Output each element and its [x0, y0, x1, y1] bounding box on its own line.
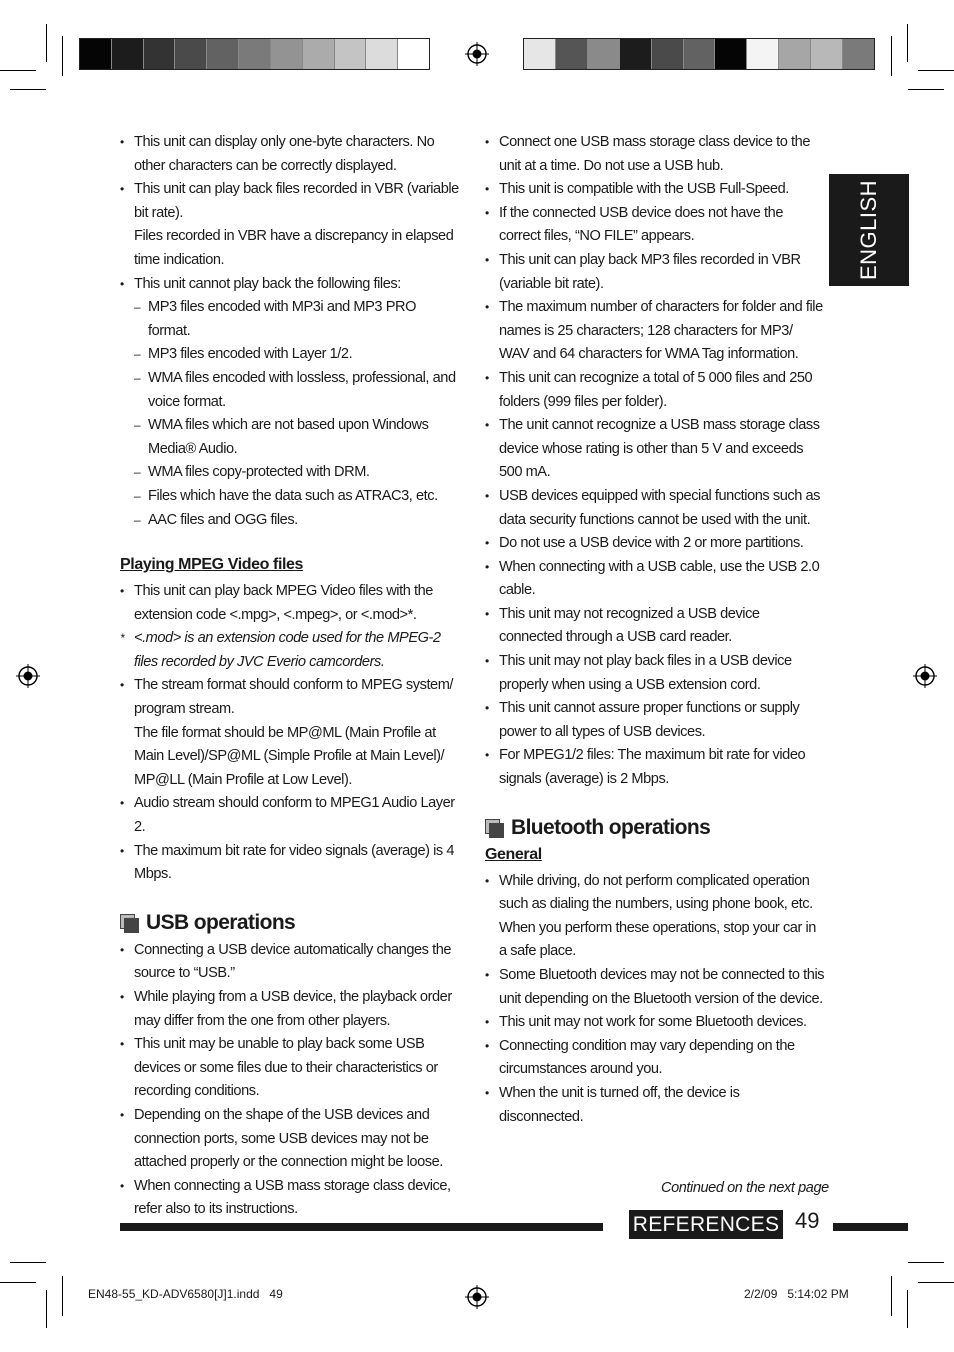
color-swatch	[620, 39, 652, 69]
list-item: • The maximum number of characters for folder and file names is 25 characters; 128 characters for MP3/ WAV and 64 characters for WMA Tag information.	[485, 296, 825, 367]
registration-mark-icon	[16, 664, 40, 688]
list-item: • Connecting a USB device automatically changes the source to “USB.”	[120, 939, 460, 986]
crop-mark	[918, 70, 954, 71]
color-calibration-bar-right	[523, 38, 875, 70]
crop-mark	[46, 24, 47, 62]
crop-mark	[62, 36, 63, 76]
bullet-list	[120, 580, 460, 887]
list-item: • The maximum bit rate for video signals (average) is 4 Mbps.	[120, 840, 460, 887]
list-item: • While driving, do not perform complicated operation such as dialing the numbers, using phone book, etc. When you perform these operations, stop your car in a safe place.	[485, 870, 825, 964]
list-item: • This unit can play back MP3 files recorded in VBR (variable bit rate).	[485, 249, 825, 296]
color-swatch	[811, 39, 843, 69]
list-item: • Connecting condition may vary depending on the circumstances around you.	[485, 1035, 825, 1082]
bullet-list	[485, 131, 825, 792]
list-item: • This unit may be unable to play back some USB devices or some files due to their characteristics or recording conditions.	[120, 1033, 460, 1104]
list-item: • This unit may not recognized a USB device connected through a USB card reader.	[485, 603, 825, 650]
crop-mark	[10, 89, 46, 90]
color-swatch	[303, 39, 335, 69]
list-item: • This unit is compatible with the USB Full-Speed.	[485, 178, 825, 202]
color-swatch	[843, 39, 874, 69]
crop-mark	[907, 1290, 908, 1328]
footer-rule	[120, 1223, 603, 1231]
right-column	[485, 131, 825, 1129]
list-item: • For MPEG1/2 files: The maximum bit rate for video signals (average) is 2 Mbps.	[485, 744, 825, 791]
date-slug: 2/2/09 5:14:02 PM	[744, 1287, 849, 1301]
color-swatch	[366, 39, 398, 69]
list-item: • When the unit is turned off, the device is disconnected.	[485, 1082, 825, 1129]
list-item: • While playing from a USB device, the playback order may differ from the one from other players.	[120, 986, 460, 1033]
crop-mark	[0, 1282, 36, 1283]
section-marker-icon	[120, 914, 138, 932]
list-item: • USB devices equipped with special functions such as data security functions cannot be used with the unit.	[485, 485, 825, 532]
section-subheading: General	[485, 845, 542, 863]
color-calibration-bar-left	[79, 38, 430, 70]
color-swatch	[652, 39, 684, 69]
bullet-list	[120, 131, 460, 532]
registration-mark-icon	[465, 42, 489, 66]
list-item: • This unit can display only one-byte characters. No other characters can be correctly displayed.	[120, 131, 460, 178]
color-swatch	[779, 39, 811, 69]
list-item: The file format should be MP@ML (Main Profile at Main Level)/SP@ML (Simple Profile at Main Level)/ MP@LL (Main Profile at Low Level).	[134, 724, 445, 788]
list-item: • Connect one USB mass storage class device to the unit at a time. Do not use a USB hub.	[485, 131, 825, 178]
left-column	[120, 131, 460, 1222]
color-swatch	[80, 39, 112, 69]
crop-mark	[891, 1276, 892, 1316]
references-label: REFERENCES	[629, 1210, 783, 1239]
list-item: • The unit cannot recognize a USB mass storage class device whose rating is other than 5 V and exceeds 500 mA.	[485, 414, 825, 485]
crop-mark	[62, 1276, 63, 1316]
color-swatch	[715, 39, 747, 69]
sub-list-item: – Files which have the data such as ATRAC3, etc.	[120, 485, 460, 509]
list-item: • When connecting a USB mass storage class device, refer also to its instructions.	[120, 1175, 460, 1222]
color-swatch	[556, 39, 588, 69]
section-marker-icon	[485, 819, 503, 837]
sub-list-item: – WMA files which are not based upon Windows Media® Audio.	[120, 414, 460, 461]
registration-mark-icon	[465, 1285, 489, 1309]
section-heading-text: USB operations	[146, 910, 296, 934]
list-item: • The stream format should conform to MPEG system/ program stream.	[120, 674, 460, 721]
sub-list-item: – WMA files copy-protected with DRM.	[120, 461, 460, 485]
list-item: • Audio stream should conform to MPEG1 Audio Layer 2.	[120, 792, 460, 839]
color-swatch	[524, 39, 556, 69]
list-item: • Depending on the shape of the USB devices and connection ports, some USB devices may not be attached properly or the connection might be loose.	[120, 1104, 460, 1175]
list-item: • This unit cannot play back the following files:	[120, 273, 460, 297]
section-heading-text: Bluetooth operations	[511, 815, 711, 839]
color-swatch	[112, 39, 144, 69]
sub-list-item: – MP3 files encoded with MP3i and MP3 PRO format.	[120, 296, 460, 343]
registration-mark-icon	[913, 664, 937, 688]
bullet-list	[485, 870, 825, 1130]
page-number: 49	[795, 1208, 820, 1233]
list-item: • This unit can play back MPEG Video files with the extension code <.mpg>, <.mpeg>, or <.mod>*.	[120, 580, 460, 627]
list-item: • If the connected USB device does not have the correct files, “NO FILE” appears.	[485, 202, 825, 249]
sub-list-item: – AAC files and OGG files.	[120, 509, 460, 533]
crop-mark	[891, 36, 892, 76]
file-slug: EN48-55_KD-ADV6580[J]1.indd 49	[88, 1287, 283, 1301]
crop-mark	[908, 1262, 944, 1263]
list-item: Files recorded in VBR have a discrepancy in elapsed time indication.	[134, 228, 454, 268]
section-subheading: Playing MPEG Video files	[120, 556, 304, 574]
list-item: • This unit may not work for some Bluetooth devices.	[485, 1011, 825, 1035]
list-item: • When connecting with a USB cable, use the USB 2.0 cable.	[485, 556, 825, 603]
section-heading	[120, 911, 460, 935]
color-swatch	[144, 39, 176, 69]
continued-note: Continued on the next page	[661, 1180, 829, 1196]
color-swatch	[207, 39, 239, 69]
list-item: • This unit cannot assure proper functions or supply power to all types of USB devices.	[485, 697, 825, 744]
crop-mark	[0, 70, 36, 71]
list-item: • Do not use a USB device with 2 or more partitions.	[485, 532, 825, 556]
crop-mark	[46, 1290, 47, 1328]
sub-list-item: – MP3 files encoded with Layer 1/2.	[120, 343, 460, 367]
crop-mark	[10, 1262, 46, 1263]
footnote-item: * <.mod> is an extension code used for the MPEG-2 files recorded by JVC Everio camcorders.	[120, 627, 460, 674]
sub-list-item: – WMA files encoded with lossless, professional, and voice format.	[120, 367, 460, 414]
list-item: • Some Bluetooth devices may not be connected to this unit depending on the Bluetooth version of the device.	[485, 964, 825, 1011]
section-heading	[485, 816, 825, 840]
color-swatch	[684, 39, 716, 69]
color-swatch	[271, 39, 303, 69]
color-swatch	[747, 39, 779, 69]
color-swatch	[398, 39, 429, 69]
list-item: • This unit can play back files recorded in VBR (variable bit rate).	[120, 178, 460, 225]
color-swatch	[175, 39, 207, 69]
list-item: • This unit can recognize a total of 5 000 files and 250 folders (999 files per folder).	[485, 367, 825, 414]
crop-mark	[907, 24, 908, 62]
crop-mark	[918, 1282, 954, 1283]
footer-rule	[833, 1223, 908, 1231]
color-swatch	[239, 39, 271, 69]
crop-mark	[908, 89, 944, 90]
color-swatch	[588, 39, 620, 69]
list-item: • This unit may not play back files in a USB device properly when using a USB extension cord.	[485, 650, 825, 697]
language-tab	[829, 174, 909, 286]
language-tab-label: ENGLISH	[856, 179, 881, 281]
bullet-list	[120, 939, 460, 1222]
color-swatch	[335, 39, 367, 69]
